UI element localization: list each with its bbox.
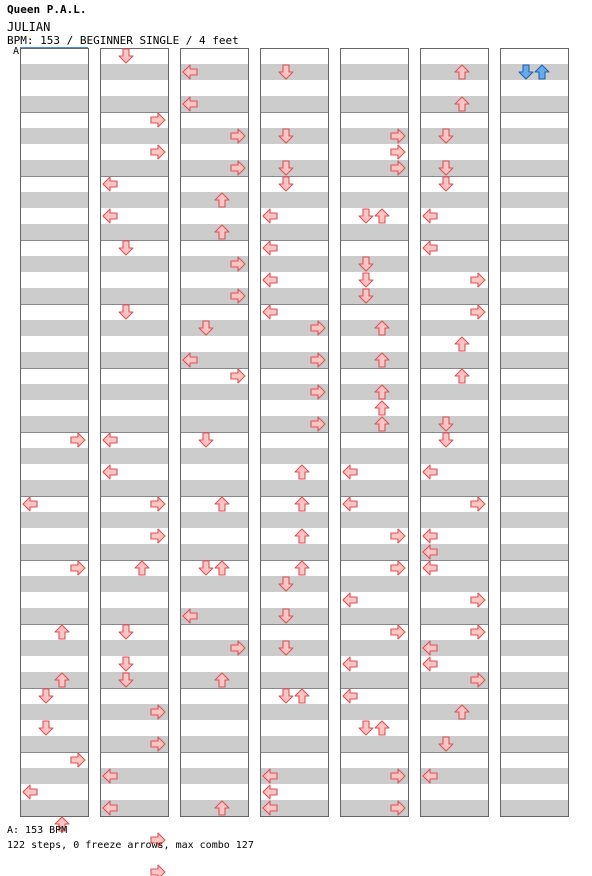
- up-arrow-icon: [375, 209, 389, 223]
- left-arrow-icon: [103, 209, 117, 223]
- beat-band: [260, 96, 328, 112]
- beat-band: [500, 512, 568, 528]
- beat-band: [20, 448, 88, 464]
- beat-band: [500, 640, 568, 656]
- beat-band: [20, 768, 88, 784]
- beat-band: [180, 224, 248, 240]
- beat-band: [100, 192, 168, 208]
- beat-band: [20, 384, 88, 400]
- beat-band: [500, 800, 568, 816]
- beat-band: [180, 736, 248, 752]
- beat-band: [100, 96, 168, 112]
- left-arrow-icon: [423, 561, 437, 575]
- beat-band: [500, 672, 568, 688]
- left-arrow-icon: [423, 529, 437, 543]
- beat-band: [500, 384, 568, 400]
- beat-band: [340, 192, 408, 208]
- beat-band: [100, 448, 168, 464]
- beat-band: [260, 544, 328, 560]
- beat-band: [20, 224, 88, 240]
- right-arrow-icon: [391, 625, 405, 639]
- beat-band: [420, 704, 488, 720]
- beat-band: [100, 544, 168, 560]
- beat-band: [20, 96, 88, 112]
- right-arrow-icon: [391, 561, 405, 575]
- up-arrow-icon: [295, 561, 309, 575]
- beat-band: [20, 576, 88, 592]
- beat-band: [20, 608, 88, 624]
- beat-band: [100, 480, 168, 496]
- beat-band: [180, 416, 248, 432]
- beat-band: [500, 608, 568, 624]
- beat-band: [340, 224, 408, 240]
- down-arrow-icon: [359, 209, 373, 223]
- beat-band: [420, 416, 488, 432]
- up-arrow-icon: [375, 401, 389, 415]
- beat-band: [20, 288, 88, 304]
- right-arrow-icon: [151, 113, 165, 127]
- beat-band: [420, 160, 488, 176]
- chart-column: [100, 49, 169, 817]
- left-arrow-icon: [343, 497, 357, 511]
- beat-band: [260, 480, 328, 496]
- beat-band: [340, 480, 408, 496]
- beat-band: [260, 448, 328, 464]
- beat-band: [260, 640, 328, 656]
- beat-band: [100, 160, 168, 176]
- beat-band: [260, 512, 328, 528]
- beat-band: [20, 800, 88, 816]
- beat-band: [100, 576, 168, 592]
- beat-band: [20, 64, 88, 80]
- beat-band: [420, 512, 488, 528]
- up-arrow-icon: [215, 561, 229, 575]
- left-arrow-icon: [343, 689, 357, 703]
- beat-band: [500, 96, 568, 112]
- right-arrow-icon: [471, 593, 485, 607]
- beat-band: [20, 320, 88, 336]
- beat-band: [180, 480, 248, 496]
- down-arrow-icon: [359, 721, 373, 735]
- up-arrow-icon: [55, 625, 69, 639]
- beat-band: [100, 672, 168, 688]
- beat-band: [20, 352, 88, 368]
- down-arrow-icon: [279, 177, 293, 191]
- beat-band: [180, 576, 248, 592]
- beat-band: [20, 128, 88, 144]
- beat-band: [180, 512, 248, 528]
- right-arrow-icon: [391, 145, 405, 159]
- beat-band: [500, 192, 568, 208]
- beat-band: [500, 288, 568, 304]
- beat-band: [20, 256, 88, 272]
- left-arrow-icon: [263, 305, 277, 319]
- left-arrow-icon: [103, 465, 117, 479]
- beat-band: [420, 736, 488, 752]
- down-arrow-icon: [439, 433, 453, 447]
- chart-column: [420, 49, 489, 817]
- left-arrow-icon: [343, 593, 357, 607]
- beat-band: [180, 704, 248, 720]
- beat-band: [260, 192, 328, 208]
- beat-band: [500, 576, 568, 592]
- beat-band: [420, 800, 488, 816]
- beat-band: [340, 352, 408, 368]
- beat-band: [100, 512, 168, 528]
- right-arrow-icon: [471, 625, 485, 639]
- down-arrow-icon: [119, 241, 133, 255]
- beat-band: [340, 384, 408, 400]
- beat-band: [340, 512, 408, 528]
- down-arrow-icon: [119, 49, 133, 63]
- beat-band: [340, 608, 408, 624]
- up-arrow-icon: [455, 369, 469, 383]
- beat-band: [260, 576, 328, 592]
- right-arrow-icon: [391, 529, 405, 543]
- beat-band: [420, 128, 488, 144]
- beat-band: [100, 608, 168, 624]
- beat-band: [420, 320, 488, 336]
- beat-band: [340, 576, 408, 592]
- left-arrow-icon: [263, 273, 277, 287]
- down-arrow-icon: [39, 689, 53, 703]
- beat-band: [340, 704, 408, 720]
- beat-band: [260, 736, 328, 752]
- beat-band: [420, 64, 488, 80]
- down-arrow-icon: [119, 625, 133, 639]
- up-arrow-icon: [455, 337, 469, 351]
- beat-band: [420, 448, 488, 464]
- beat-band: [500, 320, 568, 336]
- beat-band: [20, 704, 88, 720]
- beat-band: [340, 256, 408, 272]
- beat-band: [260, 288, 328, 304]
- beat-band: [180, 320, 248, 336]
- down-arrow-icon: [119, 305, 133, 319]
- bpm-change-line: [20, 47, 88, 48]
- beat-band: [100, 64, 168, 80]
- beat-band: [260, 64, 328, 80]
- beat-band: [500, 768, 568, 784]
- beat-band: [500, 736, 568, 752]
- right-arrow-icon: [71, 753, 85, 767]
- up-arrow-icon: [215, 497, 229, 511]
- chart-column: [260, 49, 329, 817]
- beat-band: [420, 352, 488, 368]
- right-arrow-icon: [71, 561, 85, 575]
- beat-band: [500, 224, 568, 240]
- left-arrow-icon: [263, 785, 277, 799]
- beat-band: [420, 608, 488, 624]
- beat-band: [500, 160, 568, 176]
- beat-band: [420, 576, 488, 592]
- right-arrow-icon: [231, 369, 245, 383]
- beat-band: [260, 608, 328, 624]
- beat-band: [420, 288, 488, 304]
- beat-band: [100, 384, 168, 400]
- beat-band: [180, 192, 248, 208]
- chart-stats: 122 steps, 0 freeze arrows, max combo 127: [7, 840, 254, 851]
- beat-band: [420, 256, 488, 272]
- beat-band: [100, 256, 168, 272]
- beat-band: [500, 544, 568, 560]
- left-arrow-icon: [263, 241, 277, 255]
- right-arrow-icon: [471, 497, 485, 511]
- right-arrow-icon: [71, 433, 85, 447]
- right-arrow-icon: [151, 145, 165, 159]
- song-title: Queen P.A.L.: [7, 3, 87, 16]
- left-arrow-icon: [263, 209, 277, 223]
- beat-band: [340, 544, 408, 560]
- beat-band: [100, 416, 168, 432]
- up-arrow-icon: [375, 721, 389, 735]
- right-arrow-icon: [151, 497, 165, 511]
- beat-band: [20, 512, 88, 528]
- right-arrow-icon: [471, 273, 485, 287]
- chart-column: [500, 49, 569, 817]
- chart-info: BPM: 153 / BEGINNER SINGLE / 4 feet: [7, 34, 239, 47]
- up-arrow-icon: [295, 497, 309, 511]
- down-arrow-icon: [279, 689, 293, 703]
- beat-band: [180, 768, 248, 784]
- beat-band: [100, 224, 168, 240]
- left-arrow-icon: [103, 433, 117, 447]
- right-arrow-icon: [471, 305, 485, 319]
- down-arrow-icon: [199, 561, 213, 575]
- beat-band: [20, 160, 88, 176]
- left-arrow-icon: [103, 177, 117, 191]
- left-arrow-icon: [23, 497, 37, 511]
- beat-band: [500, 64, 568, 80]
- beat-band: [20, 416, 88, 432]
- beat-band: [420, 224, 488, 240]
- up-arrow-icon: [295, 529, 309, 543]
- left-arrow-icon: [423, 465, 437, 479]
- beat-band: [260, 672, 328, 688]
- beat-band: [420, 384, 488, 400]
- beat-band: [260, 704, 328, 720]
- beat-band: [340, 96, 408, 112]
- right-arrow-icon: [151, 865, 165, 876]
- beat-band: [340, 672, 408, 688]
- beat-band: [180, 672, 248, 688]
- left-arrow-icon: [423, 209, 437, 223]
- beat-band: [420, 96, 488, 112]
- beat-band: [100, 352, 168, 368]
- up-arrow-icon: [295, 465, 309, 479]
- beat-band: [500, 256, 568, 272]
- down-arrow-icon: [199, 433, 213, 447]
- left-arrow-icon: [23, 785, 37, 799]
- beat-band: [20, 672, 88, 688]
- beat-band: [420, 192, 488, 208]
- beat-band: [20, 192, 88, 208]
- left-arrow-icon: [343, 657, 357, 671]
- beat-band: [100, 128, 168, 144]
- beat-band: [260, 256, 328, 272]
- beat-band: [420, 480, 488, 496]
- up-arrow-icon: [135, 561, 149, 575]
- beat-band: [260, 224, 328, 240]
- left-arrow-icon: [423, 657, 437, 671]
- beat-band: [340, 320, 408, 336]
- beat-band: [500, 704, 568, 720]
- beat-band: [340, 64, 408, 80]
- up-arrow-icon: [295, 689, 309, 703]
- beat-band: [20, 480, 88, 496]
- left-arrow-icon: [423, 241, 437, 255]
- beat-band: [180, 448, 248, 464]
- beat-band: [500, 416, 568, 432]
- beat-band: [500, 352, 568, 368]
- beat-band: [180, 384, 248, 400]
- beat-band: [180, 800, 248, 816]
- beat-band: [260, 160, 328, 176]
- beat-band: [100, 640, 168, 656]
- beat-band: [340, 288, 408, 304]
- beat-band: [20, 544, 88, 560]
- beat-band: [340, 736, 408, 752]
- beat-band: [340, 640, 408, 656]
- beat-band: [500, 448, 568, 464]
- down-arrow-icon: [119, 657, 133, 671]
- beat-band: [500, 128, 568, 144]
- beat-band: [340, 416, 408, 432]
- down-arrow-icon: [439, 177, 453, 191]
- beat-band: [180, 544, 248, 560]
- bpm-marker-label: A: [13, 46, 20, 57]
- beat-band: [100, 320, 168, 336]
- beat-band: [100, 288, 168, 304]
- beat-band: [500, 480, 568, 496]
- right-arrow-icon: [151, 529, 165, 543]
- beat-band: [260, 128, 328, 144]
- bpm-legend: A: 153 BPM: [7, 825, 68, 836]
- beat-band: [340, 448, 408, 464]
- down-arrow-icon: [39, 721, 53, 735]
- beat-band: [20, 736, 88, 752]
- song-artist: JULIAN: [7, 20, 51, 34]
- down-arrow-icon: [359, 273, 373, 287]
- left-arrow-icon: [343, 465, 357, 479]
- beat-band: [20, 640, 88, 656]
